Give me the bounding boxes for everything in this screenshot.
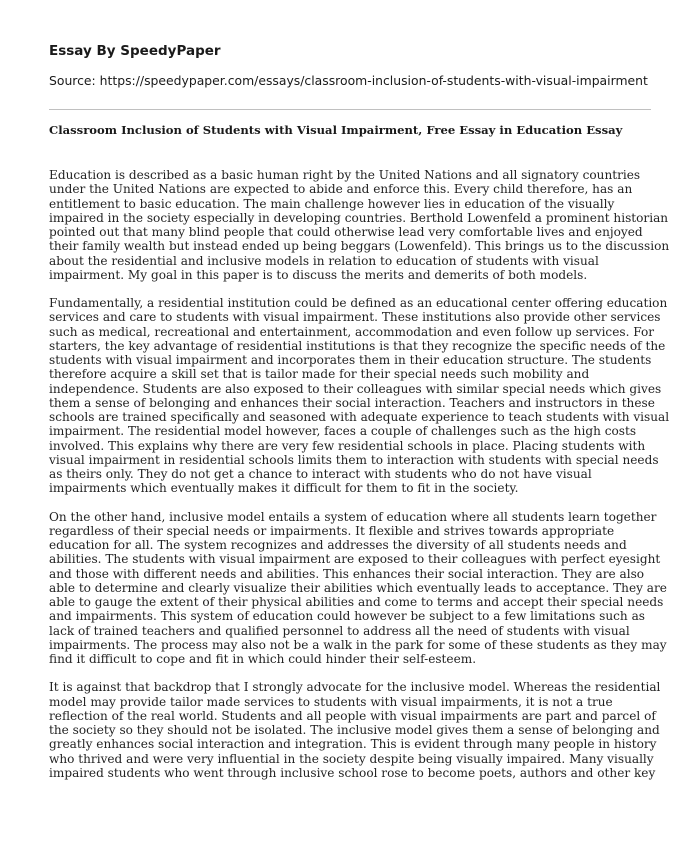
text-line: schools are trained specifically and seasoned with adequate experience to teach students with visual bbox=[49, 410, 670, 424]
text-line: impaired in the society especially in developing countries. Berthold Lowenfeld a prominent historian bbox=[49, 210, 669, 225]
essay-body bbox=[49, 168, 670, 794]
text-line: therefore acquire a skill set that is tailor made for their special needs such mobility and bbox=[49, 367, 590, 382]
text-line: under the United Nations are expected to abide and enforce this. Every child therefore, has an bbox=[49, 182, 633, 197]
header-divider bbox=[49, 109, 651, 110]
text-line: Education is described as a basic human right by the United Nations and all signatory countries bbox=[49, 168, 641, 182]
source-line: Source: https://speedypaper.com/essays/classroom-inclusion-of-students-with-visual-impairment bbox=[49, 73, 648, 88]
text-line: and impairments. This system of education could however be subject to a few limitations such as bbox=[49, 609, 645, 624]
text-line: impairment. My goal in this paper is to discuss the merits and demerits of both models. bbox=[49, 267, 588, 282]
text-line: starters, the key advantage of residential institutions is that they recognize the specific needs of the bbox=[49, 338, 666, 353]
text-line: Fundamentally, a residential institution could be defined as an educational center offering education bbox=[49, 296, 668, 310]
text-line: pointed out that many blind people that could otherwise lead very comfortable lives and enjoyed bbox=[49, 225, 643, 239]
essay-title: Classroom Inclusion of Students with Visual Impairment, Free Essay in Education Essay bbox=[49, 123, 623, 137]
text-line: the society so they should not be isolated. The inclusive model gives them a sense of belonging and bbox=[49, 723, 660, 737]
text-line: such as medical, recreational and entertainment, accommodation and even follow up services. For bbox=[49, 324, 655, 339]
text-line: model may provide tailor made services to students with visual impairments, it is not a true bbox=[49, 694, 613, 709]
text-line: visual impairment in residential schools limits them to interaction with students with special needs bbox=[49, 452, 659, 467]
text-line: services and care to students with visual impairment. These institutions also provide other services bbox=[49, 310, 661, 325]
text-line: impairments. The process may also not be a walk in the park for some of these students as they may bbox=[49, 637, 667, 652]
text-line: about the residential and inclusive models in relation to education of students with visual bbox=[49, 253, 599, 268]
text-line: education for all. The system recognizes and addresses the diversity of all students needs and bbox=[49, 538, 627, 552]
paragraph-4 bbox=[49, 680, 659, 780]
text-line: entitlement to basic education. The main challenge however lies in education of the visually bbox=[49, 196, 615, 211]
text-line: independence. Students are also exposed to their colleagues with similar special needs which gives bbox=[49, 381, 662, 396]
text-line: involved. This explains why there are very few residential schools in place. Placing students with bbox=[49, 438, 646, 453]
text-line: impaired students who went through inclusive school rose to become poets, authors and other key bbox=[49, 765, 656, 780]
text-line: impairment. The residential model however, faces a couple of challenges such as the high costs bbox=[49, 424, 637, 439]
text-line: abilities. The students with visual impairment are exposed to their colleagues with perfect eyesight bbox=[49, 552, 661, 567]
text-line: able to determine and clearly visualize their abilities which eventually leads to acceptance. They are bbox=[49, 580, 667, 595]
text-line: regardless of their special needs or impairments. It flexible and strives towards appropriate bbox=[49, 523, 615, 538]
text-line: and those with different needs and abilities. This enhances their social interaction. They are also bbox=[49, 566, 645, 581]
brand-header: Essay By SpeedyPaper bbox=[49, 43, 221, 59]
text-line: lack of trained teachers and qualified personnel to address all the need of students with visual bbox=[49, 623, 630, 638]
text-line: able to gauge the extent of their physical abilities and come to terms and accept their special needs bbox=[49, 595, 664, 609]
paragraph-1 bbox=[49, 168, 670, 282]
text-line: impairments which eventually makes it difficult for them to fit in the society. bbox=[49, 481, 519, 496]
paragraph-3 bbox=[49, 509, 667, 667]
text-line: their family wealth but instead ended up being beggars (Lowenfeld). This brings us to the discussion bbox=[49, 239, 670, 254]
paragraph-2 bbox=[49, 296, 670, 496]
text-line: them a sense of belonging and enhances their social interaction. Teachers and instructors in these bbox=[49, 395, 655, 410]
text-line: who thrived and were very influential in the society despite being visually impaired. Many visually bbox=[49, 751, 654, 766]
text-line: It is against that backdrop that I strongly advocate for the inclusive model. Whereas the residential bbox=[49, 680, 661, 695]
text-line: students with visual impairment and incorporates them in their education structure. The students bbox=[49, 353, 652, 367]
text-line: On the other hand, inclusive model entails a system of education where all students learn together bbox=[49, 509, 657, 524]
text-line: as theirs only. They do not get a chance to interact with students who do not have visual bbox=[49, 467, 592, 481]
text-line: find it difficult to cope and fit in which could hinder their self-esteem. bbox=[49, 652, 477, 666]
text-line: greatly enhances social interaction and integration. This is evident through many people in history bbox=[49, 737, 657, 752]
text-line: reflection of the real world. Students and all people with visual impairments are part and parcel of bbox=[49, 708, 656, 723]
